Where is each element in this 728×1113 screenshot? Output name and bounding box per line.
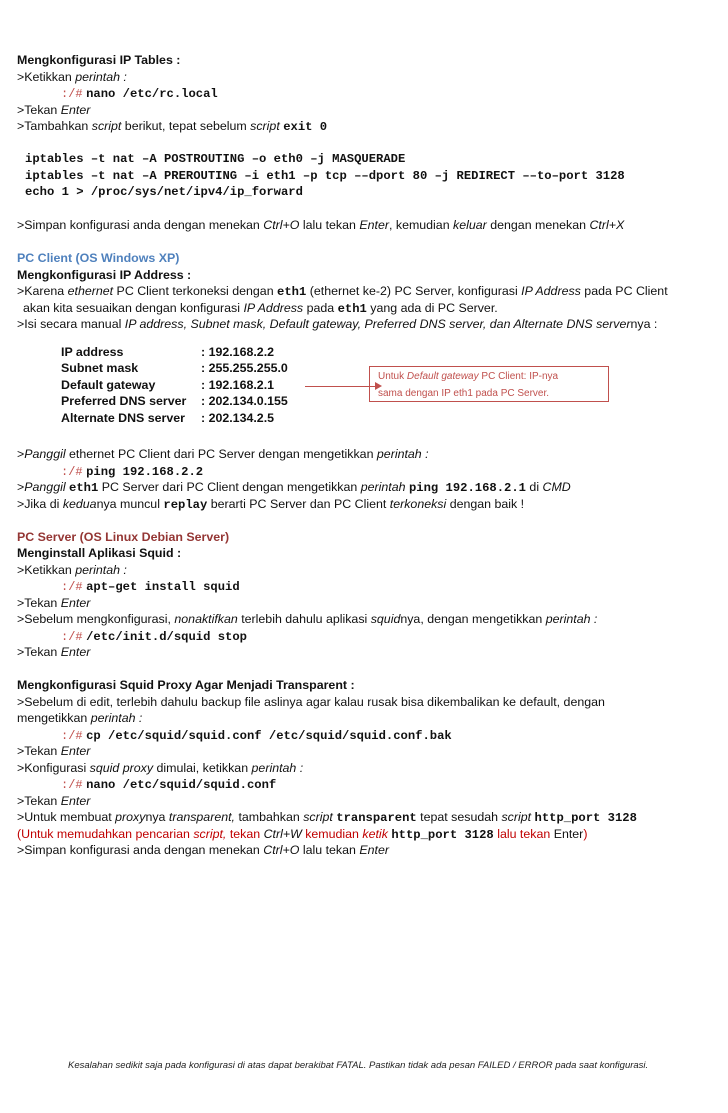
- ip-address-heading: Mengkonfigurasi IP Address :: [17, 267, 192, 282]
- command-line: :/# /etc/init.d/squid stop: [61, 629, 247, 644]
- instruction-line: >Sebelum di edit, terlebih dahulu backup file aslinya agar kalau rusak bisa dikembalikan ke default, dengan: [17, 694, 605, 709]
- instruction-line: >Simpan konfigurasi anda dengan menekan Ctrl+O lalu tekan Enter: [17, 843, 389, 857]
- ip-config-row: Alternate DNS server : 202.134.2.5: [61, 410, 275, 425]
- install-squid-heading: Menginstall Aplikasi Squid :: [17, 546, 182, 560]
- page-footer-note: Kesalahan sedikit saja pada konfigurasi di atas dapat berakibat FATAL. Pastikan tidak ada pesan FAILED / ERROR pada saat konfigurasi.: [68, 1060, 649, 1071]
- command-line: :/# cp /etc/squid/squid.conf /etc/squid/squid.conf.bak: [61, 728, 452, 743]
- instruction-line: >Tekan Enter: [17, 744, 91, 758]
- command-line: :/# nano /etc/squid/squid.conf: [61, 778, 277, 792]
- gateway-note-callout: Untuk Default gateway PC Client: IP-nya sama dengan IP eth1 pada PC Server.: [369, 366, 609, 402]
- instruction-line: >Sebelum mengkonfigurasi, nonaktifkan terlebih dahulu aplikasi squidnya, dengan mengetikkan perintah :: [17, 612, 598, 626]
- iptables-script-line: iptables –t nat –A PREROUTING –i eth1 –p tcp ––dport 80 –j REDIRECT ––to–port 3128: [25, 168, 625, 183]
- command-line: :/# nano /etc/rc.local: [61, 87, 218, 101]
- ip-config-table: [17, 344, 717, 427]
- iptables-script-line: echo 1 > /proc/sys/net/ipv4/ip_forward: [25, 185, 303, 199]
- instruction-line: >Jika di keduanya muncul replay berarti PC Server dan PC Client terkoneksi dengan baik !: [17, 496, 525, 512]
- transparent-proxy-heading: Mengkonfigurasi Squid Proxy Agar Menjadi Transparent :: [17, 678, 355, 692]
- instruction-line: akan kita sesuaikan dengan konfigurasi IP Address pada eth1 yang ada di PC Server.: [23, 300, 498, 316]
- iptables-heading: Mengkonfigurasi IP Tables :: [17, 53, 181, 67]
- instruction-line: >Ketikkan perintah :: [17, 69, 127, 84]
- ip-config-row: Default gateway : 192.168.2.1: [61, 377, 275, 392]
- ip-config-row: Subnet mask : 255.255.255.0: [61, 361, 288, 375]
- instruction-line: >Tekan Enter: [17, 102, 91, 117]
- instruction-line: >Konfigurasi squid proxy dimulai, ketikkan perintah :: [17, 760, 304, 775]
- instruction-line: >Tambahkan script berikut, tepat sebelum script exit 0: [17, 119, 328, 134]
- command-line: :/# ping 192.168.2.2: [61, 464, 204, 479]
- pc-client-title: PC Client (OS Windows XP): [17, 251, 180, 265]
- instruction-line: >Isi secara manual IP address, Subnet mask, Default gateway, Preferred DNS server, dan Alternate DNS servernya :: [17, 317, 658, 331]
- iptables-script-line: iptables –t nat –A POSTROUTING –o eth0 –j MASQUERADE: [25, 152, 406, 166]
- ip-config-row: Preferred DNS server : 202.134.0.155: [61, 394, 288, 408]
- instruction-line: >Ketikkan perintah :: [17, 562, 127, 577]
- instruction-line: >Panggil eth1 PC Server dari PC Client dengan mengetikkan perintah ping 192.168.2.1 di CMD: [17, 480, 571, 495]
- command-line: :/# apt–get install squid: [61, 580, 240, 594]
- instruction-line: mengetikkan perintah :: [17, 711, 143, 725]
- pc-server-title: PC Server (OS Linux Debian Server): [17, 529, 230, 544]
- instruction-line: >Simpan konfigurasi anda dengan menekan Ctrl+O lalu tekan Enter, kemudian keluar dengan menekan Ctrl+X: [17, 218, 625, 232]
- instruction-line: >Tekan Enter: [17, 595, 91, 610]
- instruction-line: >Untuk membuat proxynya transparent, tambahkan script transparent tepat sesudah script http_port 3128: [17, 810, 637, 825]
- ip-config-row: IP address : 192.168.2.2: [61, 344, 275, 359]
- instruction-line: >Tekan Enter: [17, 645, 91, 659]
- instruction-line: >Tekan Enter: [17, 793, 91, 808]
- instruction-line: (Untuk memudahkan pencarian script, tekan Ctrl+W kemudian ketik http_port 3128 lalu tekan Enter): [17, 826, 588, 842]
- instruction-line: >Karena ethernet PC Client terkoneksi dengan eth1 (ethernet ke-2) PC Server, konfigurasi IP Address pada PC Client: [17, 284, 668, 299]
- instruction-line: >Panggil ethernet PC Client dari PC Server dengan mengetikkan perintah :: [17, 447, 429, 461]
- document-page: [17, 52, 717, 859]
